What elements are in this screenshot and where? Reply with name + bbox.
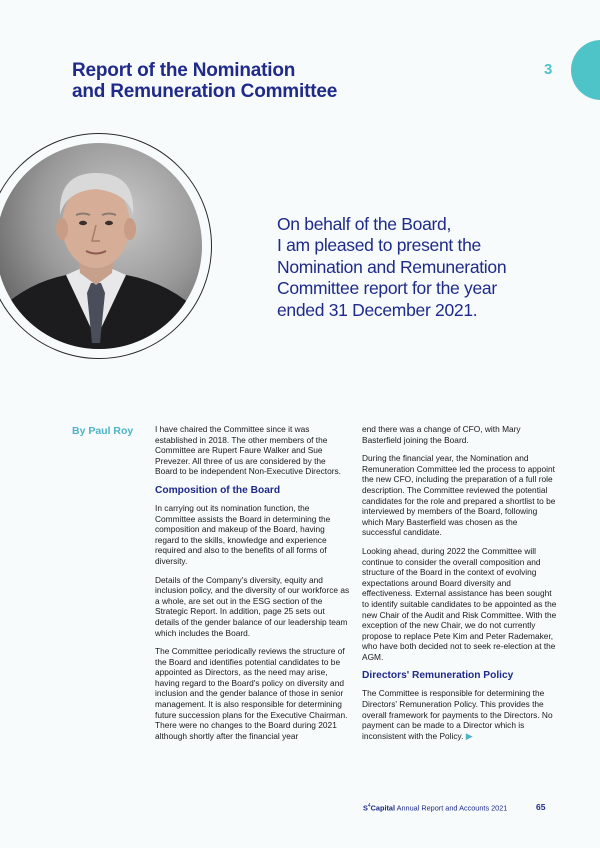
paragraph: In carrying out its nomination function, the Committee assists the Board in determining the composition and makeup of the Board, having regard to the skills, knowledge and experience required and also to the benefits of all forms of diversity. xyxy=(155,502,331,566)
title-line-2: and Remuneration Committee xyxy=(72,81,338,102)
portrait-photo xyxy=(0,143,202,349)
quote-line-3: Nomination and Remuneration xyxy=(277,256,507,277)
brand-word: Capital xyxy=(370,803,395,813)
quote-line-2: I am pleased to present the xyxy=(277,235,481,256)
section-heading-composition: Composition of the Board xyxy=(155,484,281,496)
quote-line-1: On behalf of the Board, xyxy=(277,214,452,234)
page-number: 65 xyxy=(536,802,546,812)
report-name: Annual Report and Accounts 2021 xyxy=(394,803,508,813)
footer-report-title xyxy=(363,803,507,812)
section-tab-circle xyxy=(571,40,600,100)
portrait-illustration xyxy=(0,143,202,349)
paragraph-text: The Committee is responsible for determining the Directors' Remuneration Policy. This provides the overall framework for payments to the Directors. No payment can be made to a Director which is inconsistent with the Policy. xyxy=(362,688,553,741)
text-column-2 xyxy=(362,424,557,749)
quote-line-4: Committee report for the year xyxy=(277,278,497,299)
paragraph: Looking ahead, during 2022 the Committee will continue to consider the overall composition and structure of the Board in the context of evolving expectations around Board diversity and effectiveness. External assistance has been sought to identify suitable candidates to be appointed as the new Chair of the Audit and Risk Committee. With the exception of the new Chair, we do not currently propose to replace Pete Kim and Peter Rademaker, who have both decided not to seek re-election at the AGM. xyxy=(362,545,557,662)
paragraph: Details of the Company's diversity, equity and inclusion policy, and the diversity of our workforce as a whole, are set out in the ESG section of the Strategic Report. In addition, page 25 sets out details of the gender balance of our leadership team which includes the Board. xyxy=(155,574,350,638)
brand-s: S xyxy=(363,803,368,813)
section-number: 3 xyxy=(544,61,553,78)
paragraph-with-marker xyxy=(362,688,557,741)
quote-line-5: ended 31 December 2021. xyxy=(277,299,478,320)
brand-superscript: 4 xyxy=(367,803,371,809)
paragraph: end there was a change of CFO, with Mary Basterfield joining the Board. xyxy=(362,424,521,445)
author-byline: By Paul Roy xyxy=(72,425,134,437)
section-heading-remuneration-policy: Directors' Remuneration Policy xyxy=(362,670,514,682)
paragraph: The Committee periodically reviews the structure of the Board and identifies potential candidates to be appointed as Directors, as the need may arise, having regard to the Board's policy on diversity and inclusion and the gender balance of those in senior management. It is also responsible for determining future succession plans for the Executive Chairman. There were no changes to the Board during 2021 although shortly after the financial year xyxy=(155,646,348,741)
page-title xyxy=(72,60,337,102)
paragraph: I have chaired the Committee since it was established in 2018. The other members of the Committee are Rupert Faure Walker and Sue Prevezer. All three of us are considered by the Board to be independent Non-Executive Directors. xyxy=(155,424,341,477)
continue-arrow-icon: ▶ xyxy=(465,730,473,741)
title-line-1: Report of the Nomination xyxy=(72,60,296,81)
text-column-1 xyxy=(155,424,350,749)
pull-quote xyxy=(277,214,557,321)
paragraph: During the financial year, the Nomination and Remuneration Committee led the process to appoint the new CFO, including the preparation of a full role description. The Committee reviewed the potential candidates for the role and prepared a shortlist to be interviewed by members of the Board, following which Mary Basterfield was chosen as the successful candidate. xyxy=(362,453,556,538)
